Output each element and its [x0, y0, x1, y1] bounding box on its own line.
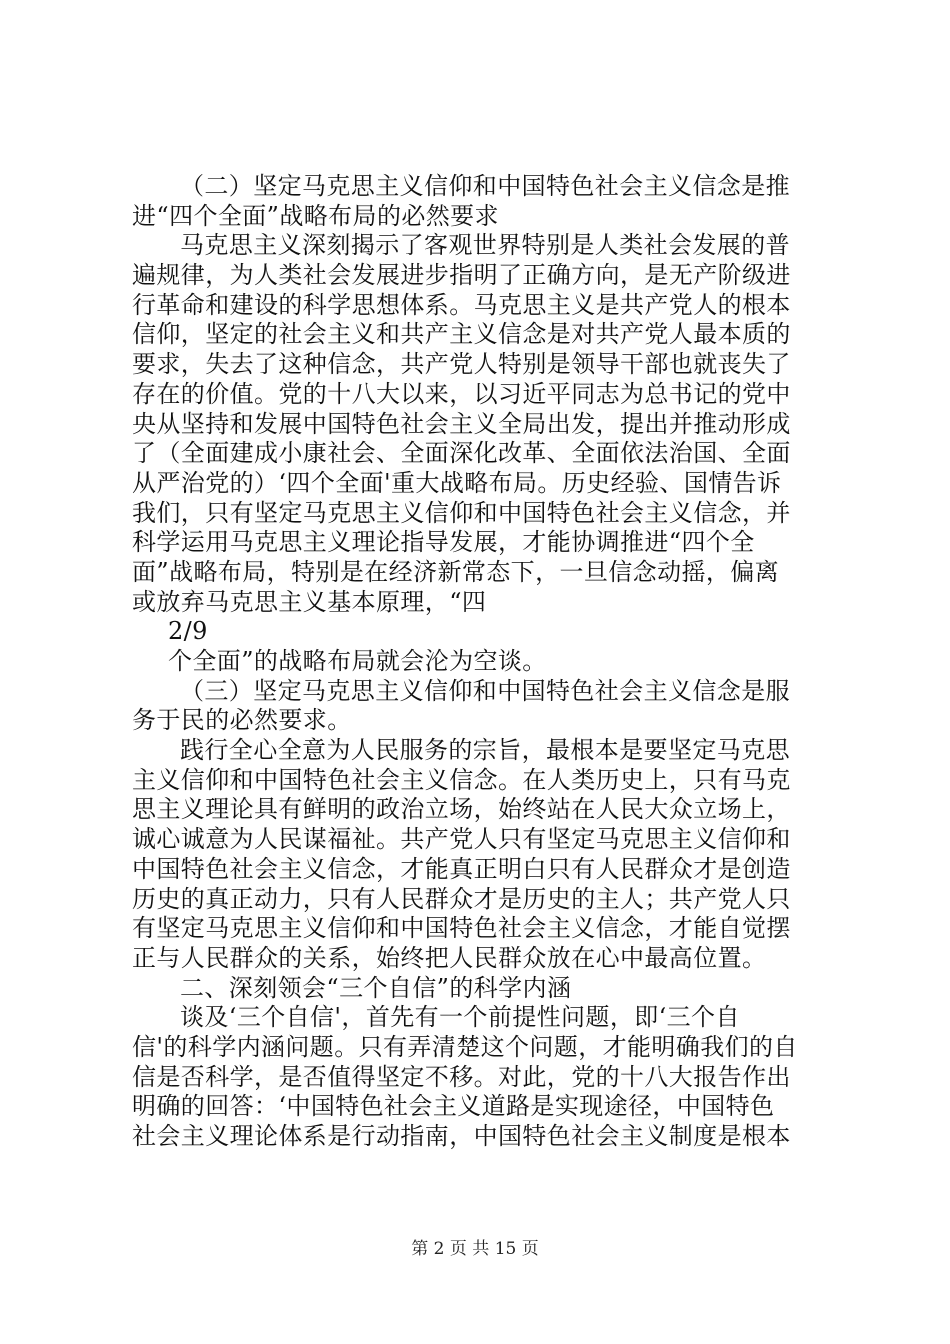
paragraph-line: 或放弃马克思主义基本原理，“四 — [132, 587, 487, 616]
paragraph-line: 社会主义理论体系是行动指南，中国特色社会主义制度是根本 — [132, 1122, 791, 1150]
page-number-label: 第 2 页 共 15 页 — [411, 1239, 539, 1259]
page-footer — [0, 1234, 950, 1259]
section-heading-3: （三）坚定马克思主义信仰和中国特色社会主义信念是服 — [180, 676, 790, 705]
section-heading-2-cont: 进“四个全面”战略布局的必然要求 — [132, 201, 499, 230]
paragraph-line: 存在的价值。党的十八大以来，以习近平同志为总书记的党中 — [132, 379, 791, 408]
paragraph-line: 信'的科学内涵问题。只有弄清楚这个问题，才能明确我们的自 — [132, 1032, 798, 1061]
paragraph-line: 有坚定马克思主义信仰和中国特色社会主义信念，才能自觉摆 — [132, 914, 791, 943]
paragraph-line: 主义信仰和中国特色社会主义信念。在人类历史上，只有马克 — [132, 765, 791, 794]
paragraph-line: 个全面”的战略布局就会沦为空谈。 — [168, 647, 547, 675]
section-heading-3-cont: 务于民的必然要求。 — [132, 706, 352, 735]
paragraph-line: 明确的回答：‘中国特色社会主义道路是实现途径，中国特色 — [132, 1092, 775, 1121]
paragraph-line: 行革命和建设的科学思想体系。马克思主义是共产党人的根本 — [132, 290, 791, 319]
paragraph-line: 从严治党的）‘四个全面'重大战略布局。历史经验、国情告诉 — [132, 468, 782, 497]
paragraph-line: 历史的真正动力，只有人民群众才是历史的主人；共产党人只 — [132, 884, 791, 913]
paragraph-line: 谈及‘三个自信'，首先有一个前提性问题，即‘三个自 — [180, 1003, 740, 1032]
paragraph-line: 遍规律，为人类社会发展进步指明了正确方向，是无产阶级进 — [132, 261, 791, 290]
paragraph-line: 我们，只有坚定马克思主义信仰和中国特色社会主义信念，并 — [132, 498, 791, 527]
paragraph-line: 思主义理论具有鲜明的政治立场，始终站在人民大众立场上， — [132, 795, 791, 824]
section-heading-2: （二）坚定马克思主义信仰和中国特色社会主义信念是推 — [180, 172, 790, 200]
document-body — [132, 172, 832, 1152]
paragraph-line: 信是否科学，是否值得坚定不移。对此，党的十八大报告作出 — [132, 1062, 791, 1091]
inline-page-marker: 2/9 — [168, 617, 208, 646]
section-heading-major: 二、深刻领会“三个自信”的科学内涵 — [180, 973, 572, 1002]
paragraph-line: 正与人民群众的关系，始终把人民群众放在心中最高位置。 — [132, 943, 767, 972]
paragraph-line: 科学运用马克思主义理论指导发展，才能协调推进“四个全 — [132, 528, 755, 557]
paragraph-line: 诚心诚意为人民谋福祉。共产党人只有坚定马克思主义信仰和 — [132, 825, 791, 854]
paragraph-line: 践行全心全意为人民服务的宗旨，最根本是要坚定马克思 — [180, 736, 790, 765]
paragraph-line: 了（全面建成小康社会、全面深化改革、全面依法治国、全面 — [132, 439, 791, 468]
paragraph-line: 面”战略布局，特别是在经济新常态下，一旦信念动摇，偏离 — [132, 557, 780, 586]
paragraph-line: 中国特色社会主义信念，才能真正明白只有人民群众才是创造 — [132, 854, 791, 883]
paragraph-line: 央从坚持和发展中国特色社会主义全局出发，提出并推动形成 — [132, 409, 791, 438]
paragraph-line: 马克思主义深刻揭示了客观世界特别是人类社会发展的普 — [180, 231, 790, 260]
paragraph-line: 要求，失去了这种信念，共产党人特别是领导干部也就丧失了 — [132, 350, 791, 379]
paragraph-line: 信仰，坚定的社会主义和共产主义信念是对共产党人最本质的 — [132, 320, 791, 349]
